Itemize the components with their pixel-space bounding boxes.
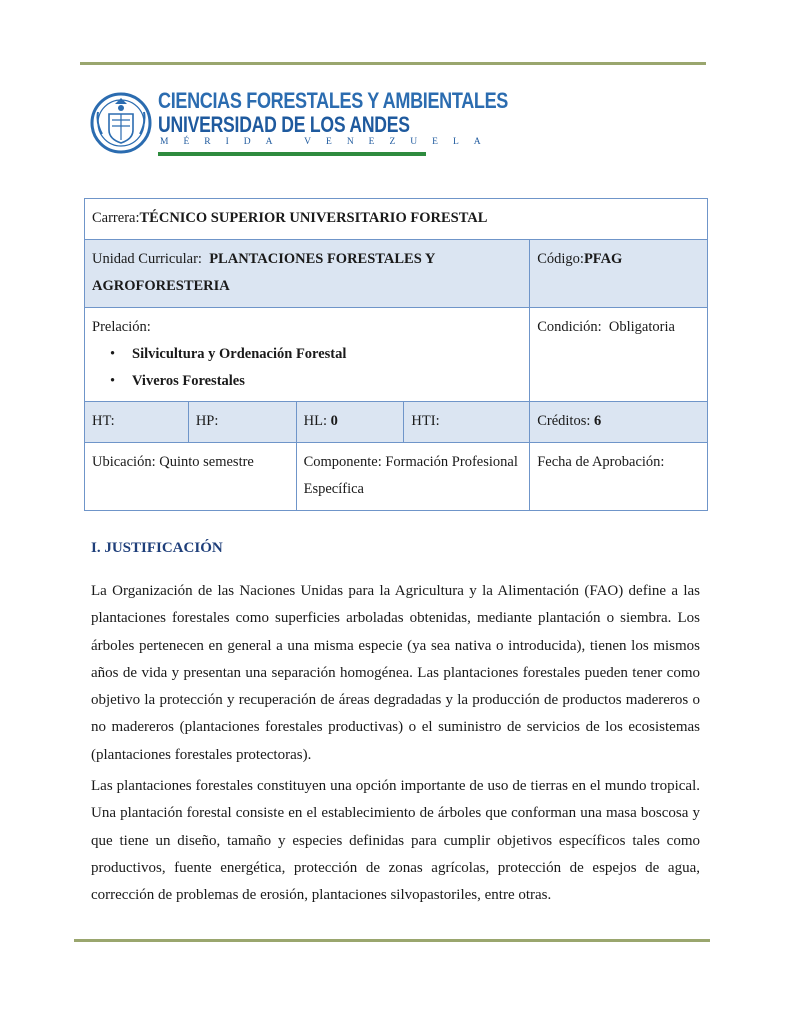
hti-cell <box>404 402 530 443</box>
unidad-value: PLANTACIONES FORESTALES Y AGROFORESTERIA <box>92 251 435 294</box>
codigo-value: PFAG <box>583 251 623 267</box>
carrera-cell <box>85 199 708 240</box>
table-row-ubicacion <box>85 443 708 511</box>
logo-green-bar <box>158 152 426 156</box>
hl-value: 0 <box>330 413 338 429</box>
componente-text: Componente: Formación Profesional Específica <box>303 454 518 497</box>
table-row-carrera <box>85 199 708 240</box>
logo-university: UNIVERSIDAD DE LOS ANDES <box>158 112 410 137</box>
list-item: • Viveros Forestales <box>132 368 522 395</box>
list-item: • Silvicultura y Ordenación Forestal <box>132 341 522 368</box>
prelacion-label: Prelación: <box>92 319 151 335</box>
unidad-cell <box>85 240 530 308</box>
ht-cell <box>85 402 189 443</box>
prelacion-cell <box>85 308 530 402</box>
hp-label: HP: <box>195 413 219 429</box>
faculty-logo <box>90 86 509 160</box>
hp-cell <box>188 402 296 443</box>
creditos-cell <box>530 402 708 443</box>
ht-label: HT: <box>92 413 115 429</box>
codigo-cell <box>530 240 708 308</box>
fecha-text: Fecha de Aprobación: <box>537 454 665 470</box>
ubicacion-text: Ubicación: Quinto semestre <box>92 454 254 470</box>
university-seal-icon <box>90 90 152 156</box>
creditos-value: 6 <box>594 413 602 429</box>
unidad-label: Unidad Curricular: <box>92 251 202 267</box>
codigo-label: Código: <box>537 251 584 267</box>
justification-paragraph-1: La Organización de las Naciones Unidas para la Agricultura y la Alimentación (FAO) define a las plantaciones forestales como superficies arboladas obtenidas, mediante plantación o siembra. Los árboles pertenecen en general a una misma especie (ya sea nativa o introducida), tienen los mismos años de vida y presentan una separación homogénea. Las plantaciones forestales pueden tener como objetivo la protección y recuperación de áreas degradadas y la producción de productos madereros o no madereros (plantaciones forestales productivas) o el suministro de servicios de los ecosistemas (plantaciones forestales protectoras). <box>91 583 700 763</box>
section-title: I. JUSTIFICACIÓN <box>91 540 223 556</box>
top-rule <box>80 62 706 65</box>
carrera-value: TÉCNICO SUPERIOR UNIVERSITARIO FORESTAL <box>139 210 488 226</box>
table-row-prelacion <box>85 308 708 402</box>
prelacion-list <box>92 341 522 395</box>
condicion-value: Obligatoria <box>608 319 675 335</box>
condicion-label: Condición: <box>537 319 602 335</box>
condicion-cell <box>530 308 708 402</box>
bottom-rule <box>74 939 710 942</box>
hl-label: HL: <box>303 413 327 429</box>
componente-cell <box>296 443 530 511</box>
logo-location: MÉRIDA VENEZUELA <box>160 137 496 147</box>
justification-paragraph-2: Las plantaciones forestales constituyen una opción importante de uso de tierras en el mundo tropical. Una plantación forestal consiste en el establecimiento de árboles que conforman una masa boscosa y que tiene un diseño, tamaño y especies definidas para cumplir objetivos específicos tales como productivos, fuente energética, protección de zonas agrícolas, protección de espejos de agua, corrección de problemas de erosión, plantaciones silvopastoriles, entre otras. <box>91 778 700 904</box>
ubicacion-cell <box>85 443 297 511</box>
carrera-label: Carrera: <box>92 210 140 226</box>
fecha-cell <box>530 443 708 511</box>
table-row-hours <box>85 402 708 443</box>
hl-cell <box>296 402 404 443</box>
course-info-table <box>84 198 708 511</box>
creditos-label: Créditos: <box>537 413 591 429</box>
hti-label: HTI: <box>411 413 440 429</box>
table-row-unidad <box>85 240 708 308</box>
logo-title: CIENCIAS FORESTALES Y AMBIENTALES <box>158 88 509 113</box>
